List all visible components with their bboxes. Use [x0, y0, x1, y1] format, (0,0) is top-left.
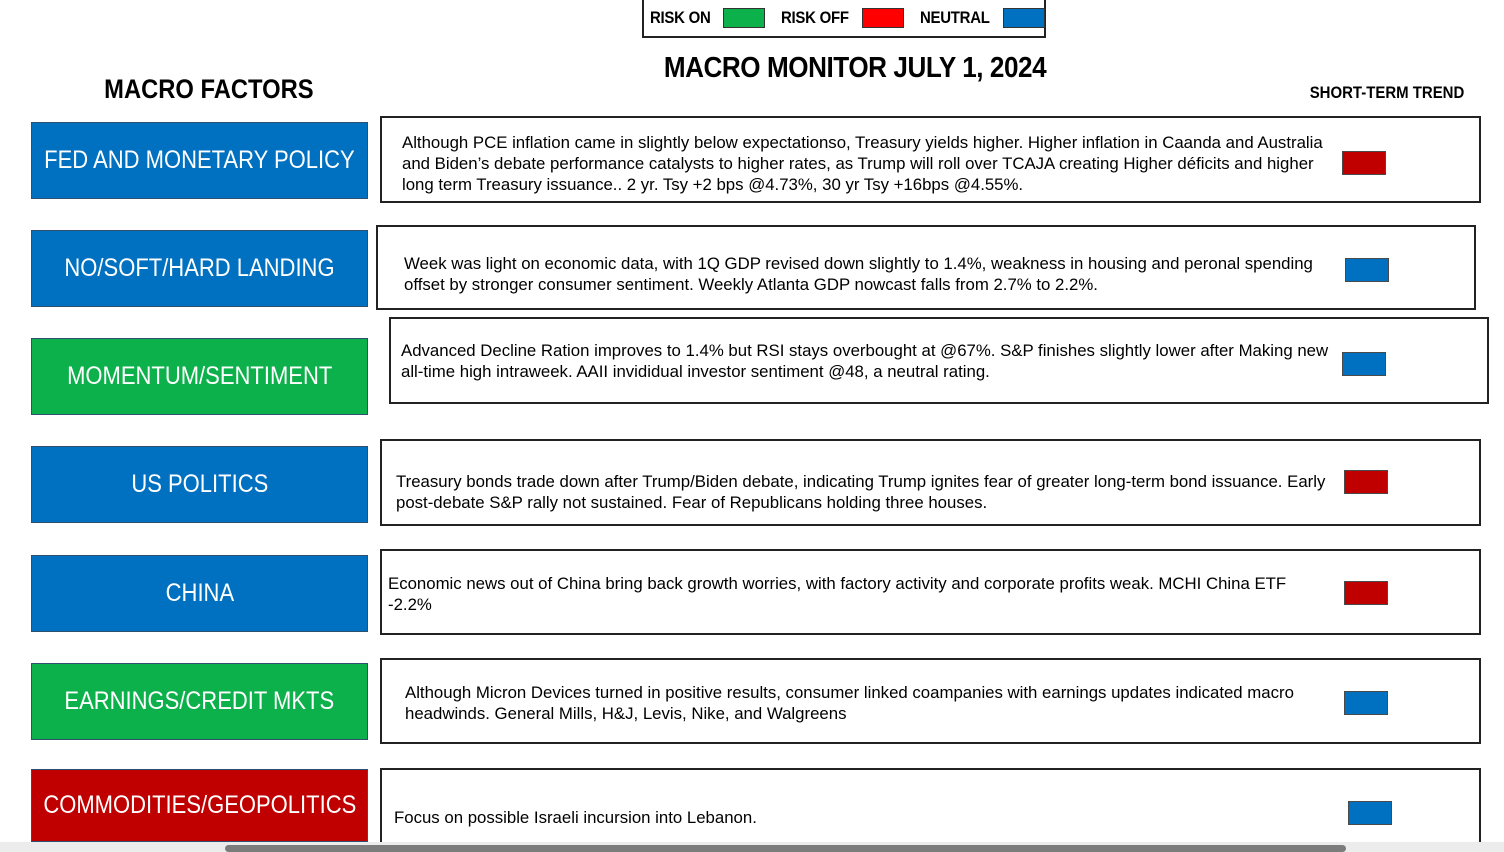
factor-momentum-sentiment[interactable]: [31, 338, 368, 415]
factor-no-soft-hard-landing[interactable]: [31, 230, 368, 307]
description-box: [380, 439, 1481, 526]
trend-indicator: [1342, 352, 1386, 376]
legend-neutral-swatch: [1003, 8, 1045, 28]
factor-label: EARNINGS/CREDIT MKTS: [64, 687, 335, 715]
description-text: Although PCE inflation came in slightly below expectationso, Treasury yields higher. Higher inflation in Caanda and Australia and Biden’s debate performance catalysts to higher rates, as Trump will roll over TCAJA creating Higher déficits and higher long term Treasury issuance.. 2 yr. Tsy +2 bps @4.73%, 30 yr Tsy +16bps @4.55%.: [402, 133, 1323, 194]
description-text: Economic news out of China bring back growth worries, with factory activity and corporate profits weak. MCHI China ETF -2.2%: [388, 574, 1287, 614]
factor-label: US POLITICS: [131, 470, 268, 498]
legend-neutral-label: NEUTRAL: [919, 8, 990, 27]
legend-risk-off-swatch: [862, 8, 904, 28]
trend-indicator: [1344, 691, 1388, 715]
description-text: Focus on possible Israeli incursion into Lebanon.: [394, 808, 757, 827]
description-text: Week was light on economic data, with 1Q GDP revised down slightly to 1.4%, weakness in housing and peronal spending offset by stronger consumer sentiment. Weekly Atlanta GDP nowcast falls from 2.7% to 2.2%.: [404, 254, 1313, 294]
page-title: MACRO MONITOR JULY 1, 2024: [663, 52, 1047, 84]
factor-china[interactable]: [31, 555, 368, 632]
factor-us-politics[interactable]: [31, 446, 368, 523]
factor-label: COMMODITIES/GEOPOLITICS: [43, 791, 356, 819]
trend-indicator: [1344, 581, 1388, 605]
description-box: [380, 549, 1481, 635]
description-text: Treasury bonds trade down after Trump/Biden debate, indicating Trump ignites fear of greater long-term bond issuance. Early post-debate S&P rally not sustained. Fear of Republicans holding three houses.: [396, 472, 1326, 512]
factor-commodities-geopolitics[interactable]: [31, 769, 368, 842]
description-text: Advanced Decline Ration improves to 1.4% but RSI stays overbought at @67%. S&P finishes slightly lower after Making new all-time high intraweek. AAII invididual investor sentiment @48, a neutral rating.: [401, 341, 1329, 381]
legend-risk-on-label: RISK ON: [650, 8, 711, 27]
trend-indicator: [1345, 258, 1389, 282]
trend-indicator: [1348, 801, 1392, 825]
description-box: [380, 658, 1481, 744]
description-box: [376, 225, 1476, 310]
horizontal-scrollbar-thumb[interactable]: [225, 845, 1346, 852]
factor-label: MOMENTUM/SENTIMENT: [66, 362, 333, 390]
legend-risk-on-swatch: [723, 8, 765, 28]
legend: [642, 0, 1046, 38]
factor-fed-monetary-policy[interactable]: [31, 122, 368, 199]
factor-label: FED AND MONETARY POLICY: [44, 146, 355, 174]
factor-label: CHINA: [165, 579, 234, 607]
short-term-trend-heading: SHORT-TERM TREND: [1309, 83, 1465, 102]
macro-factors-heading: MACRO FACTORS: [104, 74, 314, 104]
description-box: [380, 768, 1481, 848]
description-box: [380, 116, 1481, 203]
legend-risk-on: [650, 8, 765, 28]
description-text: Although Micron Devices turned in positive results, consumer linked coampanies with earnings updates indicated macro headwinds. General Mills, H&J, Levis, Nike, and Walgreens: [405, 683, 1294, 723]
factor-earnings-credit-mkts[interactable]: [31, 663, 368, 740]
legend-risk-off-label: RISK OFF: [780, 8, 849, 27]
trend-indicator: [1344, 470, 1388, 494]
legend-neutral: [920, 8, 1045, 28]
legend-risk-off: [781, 8, 904, 28]
factor-label: NO/SOFT/HARD LANDING: [64, 254, 335, 282]
trend-indicator: [1342, 151, 1386, 175]
description-box: [389, 317, 1489, 404]
